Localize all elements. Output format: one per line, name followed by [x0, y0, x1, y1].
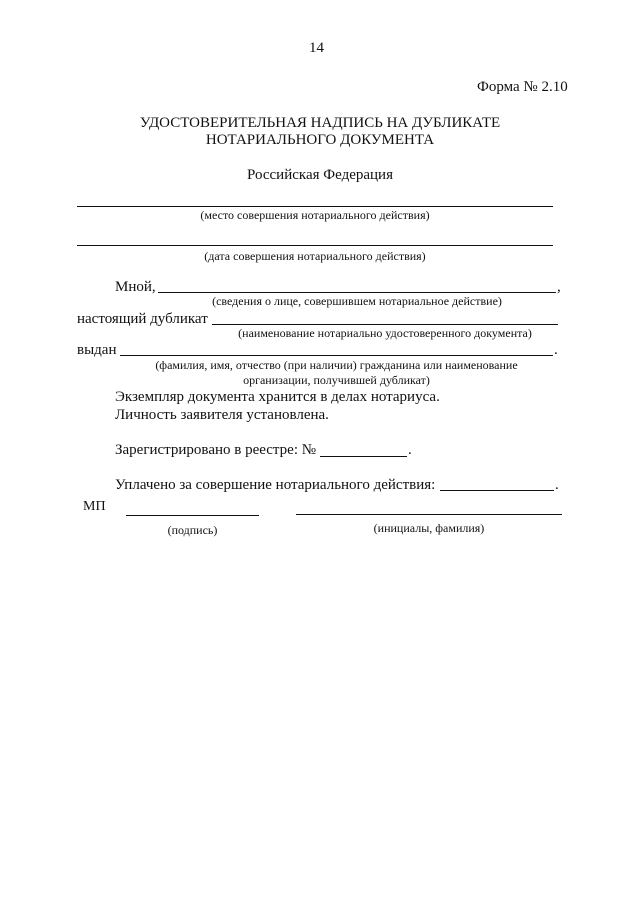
- title-line-1: УДОСТОВЕРИТЕЛЬНАЯ НАДПИСЬ НА ДУБЛИКАТЕ: [139, 115, 501, 131]
- page-number: 14: [309, 40, 324, 56]
- by-me-label: Мной,: [115, 279, 156, 295]
- issued-period: .: [554, 342, 558, 358]
- place-line[interactable]: [77, 206, 553, 207]
- form-number: Форма № 2.10: [477, 79, 568, 95]
- paid-amount-line[interactable]: [440, 490, 554, 491]
- signature-caption: (подпись): [167, 523, 218, 537]
- registry-period: .: [408, 442, 412, 458]
- signature-line[interactable]: [126, 515, 259, 516]
- copy-kept-statement: Экземпляр документа хранится в делах нотариуса.: [115, 389, 440, 405]
- place-caption: (место совершения нотариального действия): [200, 208, 430, 222]
- date-caption: (дата совершения нотариального действия): [204, 249, 426, 263]
- by-me-caption: (сведения о лице, совершившем нотариальное действие): [212, 294, 502, 308]
- duplicate-label: настоящий дубликат: [77, 311, 208, 327]
- seal-mark: МП: [83, 499, 106, 514]
- identity-statement: Личность заявителя установлена.: [115, 407, 329, 423]
- issued-label: выдан: [77, 342, 117, 358]
- initials-line[interactable]: [296, 514, 562, 515]
- issued-caption-2: организации, получившей дубликат): [243, 373, 430, 387]
- initials-caption: (инициалы, фамилия): [373, 521, 485, 535]
- country-name: Российская Федерация: [247, 167, 393, 183]
- duplicate-line[interactable]: [212, 324, 558, 325]
- title-line-2: НОТАРИАЛЬНОГО ДОКУМЕНТА: [205, 132, 435, 148]
- issued-caption-1: (фамилия, имя, отчество (при наличии) гражданина или наименование: [155, 358, 518, 372]
- duplicate-caption: (наименование нотариально удостоверенного документа): [238, 326, 532, 340]
- by-me-line[interactable]: [158, 292, 556, 293]
- issued-line[interactable]: [120, 355, 553, 356]
- paid-label: Уплачено за совершение нотариального действия:: [115, 477, 436, 493]
- registry-label: Зарегистрировано в реестре: №: [115, 442, 317, 458]
- date-line[interactable]: [77, 245, 553, 246]
- by-me-comma: ,: [557, 279, 561, 295]
- paid-period: .: [555, 477, 559, 493]
- registry-number-line[interactable]: [320, 456, 407, 457]
